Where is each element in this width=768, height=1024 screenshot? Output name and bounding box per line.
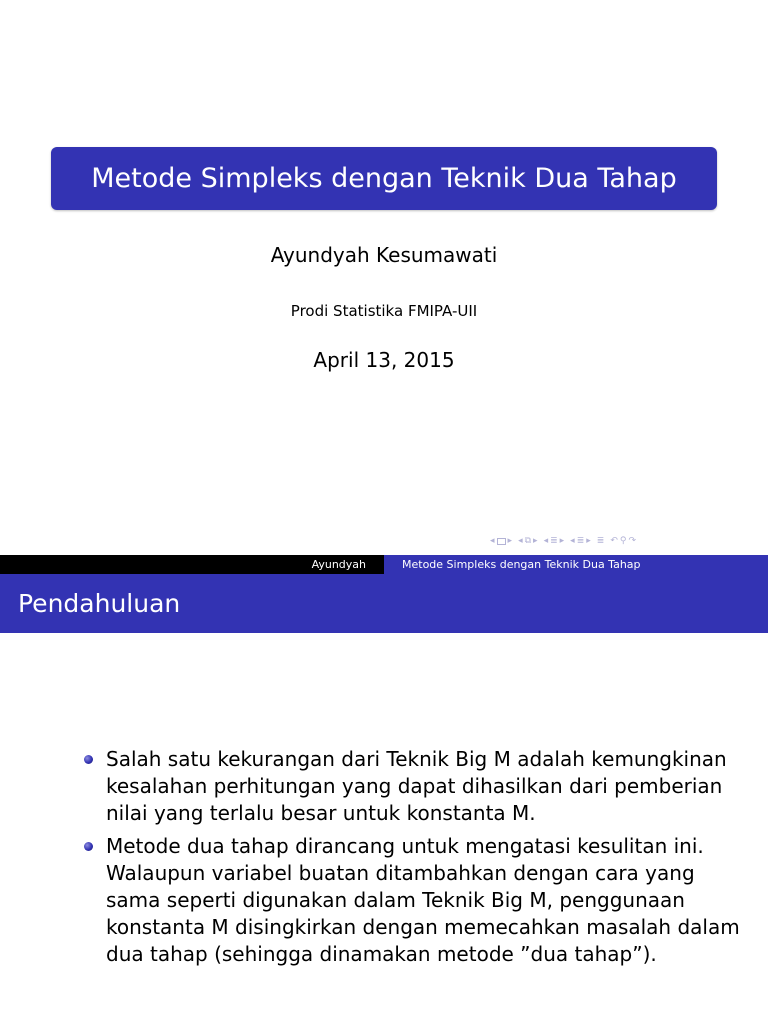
- institute-name: Prodi Statistika FMIPA-UII: [290, 302, 478, 320]
- footline-title: Metode Simpleks dengan Teknik Dua Tahap: [384, 555, 768, 574]
- footline-author: Ayundyah: [0, 555, 384, 574]
- bullet-item: [84, 833, 744, 968]
- nav-search-group[interactable]: [610, 536, 636, 546]
- nav-frame-group[interactable]: [518, 536, 538, 546]
- nav-document-icon[interactable]: ≣: [596, 536, 605, 546]
- navigation-symbols: [490, 536, 636, 546]
- nav-forward-icon[interactable]: ↷: [628, 536, 637, 546]
- nav-right-arrow-icon[interactable]: ▸: [507, 536, 513, 546]
- nav-subsection-icon[interactable]: ≣: [550, 536, 558, 546]
- author-name: Ayundyah Kesumawati: [270, 243, 498, 267]
- nav-back-icon[interactable]: ↶: [610, 536, 618, 546]
- bullet-text: Salah satu kekurangan dari Teknik Big M adalah kemungkinan kesalahan perhitungan yang dapat dihasilkan dari pemberian nilai yang terlalu besar untuk konstanta M.: [106, 747, 727, 825]
- nav-slide-group[interactable]: [490, 536, 512, 546]
- bullet-icon: [84, 842, 93, 851]
- bullet-item: [84, 746, 744, 827]
- bullet-icon: [84, 755, 93, 764]
- frame-title-bar: [0, 574, 768, 633]
- nav-left-arrow-icon[interactable]: ◂: [570, 536, 575, 546]
- nav-frame-icon[interactable]: ⧉: [524, 536, 532, 546]
- presentation-title: Metode Simpleks dengan Teknik Dua Tahap: [91, 163, 677, 194]
- bullet-list: [84, 746, 744, 974]
- nav-section-group[interactable]: [570, 536, 591, 546]
- nav-left-arrow-icon[interactable]: ◂: [543, 536, 549, 546]
- nav-section-icon[interactable]: ≣: [576, 536, 585, 546]
- nav-left-arrow-icon[interactable]: ◂: [490, 536, 495, 546]
- nav-slide-icon[interactable]: [497, 538, 506, 545]
- title-box: [51, 147, 717, 210]
- footline: [0, 555, 768, 574]
- nav-subsection-group[interactable]: [544, 536, 565, 546]
- bullet-text: Metode dua tahap dirancang untuk mengatasi kesulitan ini. Walaupun variabel buatan ditambahkan dengan cara yang sama seperti digunakan dalam Teknik Big M, penggunaan konstanta M disingkirkan dengan memecahkan masalah dalam dua tahap (sehingga dinamakan metode ”dua tahap”).: [106, 834, 740, 966]
- nav-left-arrow-icon[interactable]: ◂: [518, 536, 523, 546]
- nav-right-arrow-icon[interactable]: ▸: [586, 536, 591, 546]
- nav-right-arrow-icon[interactable]: ▸: [533, 536, 538, 546]
- nav-search-icon[interactable]: ⚲: [619, 536, 627, 546]
- presentation-date: April 13, 2015: [313, 348, 455, 372]
- frame-title: Pendahuluan: [18, 589, 181, 618]
- nav-right-arrow-icon[interactable]: ▸: [559, 536, 565, 546]
